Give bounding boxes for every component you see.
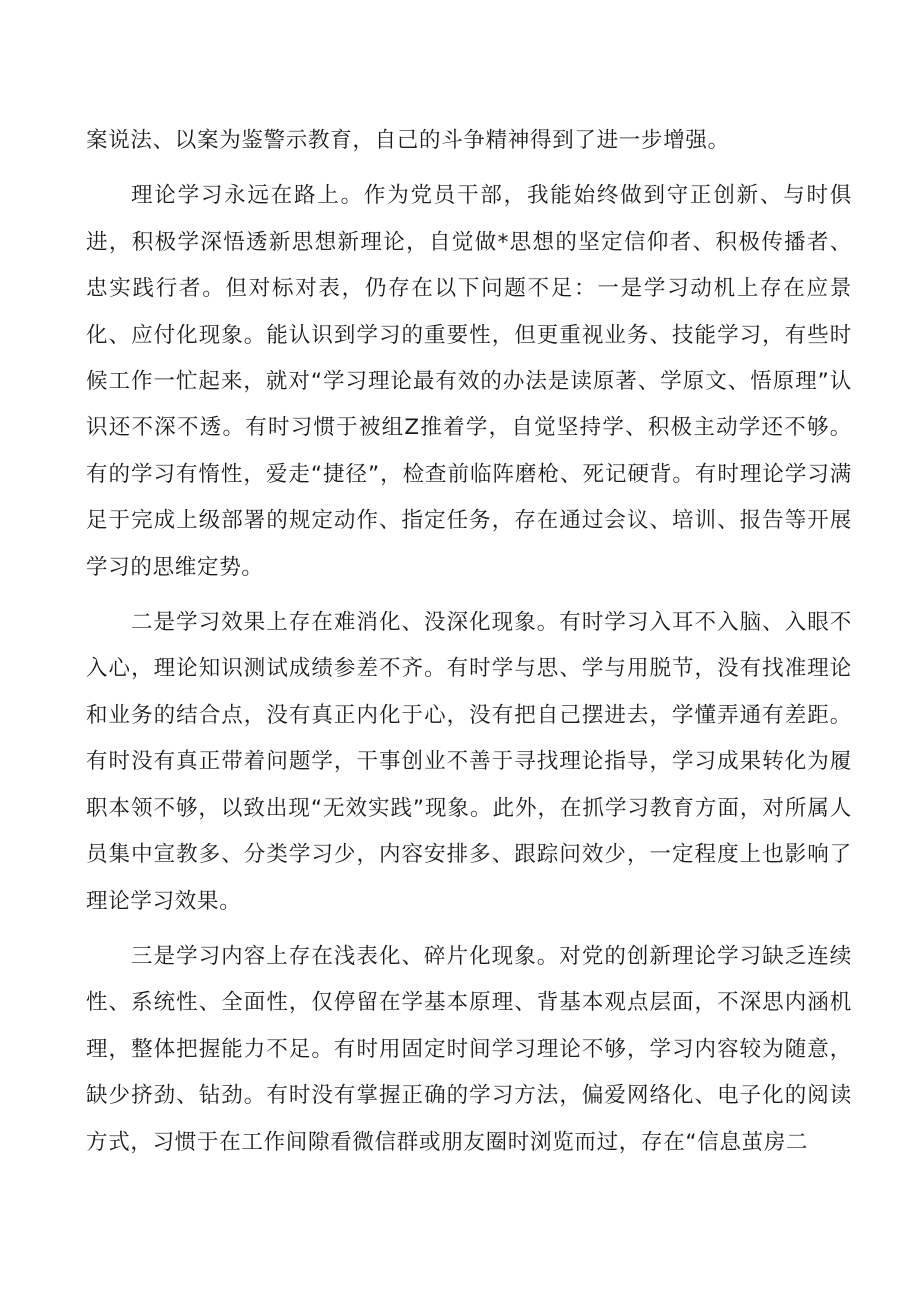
document-body bbox=[86, 118, 852, 1166]
paragraph-study-effect: 二是学习效果上存在难消化、没深化现象。有时学习入耳不入脑、入眼不入心，理论知识测试成绩参差不齐。有时学与思、学与用脱节，没有找准理论和业务的结合点，没有真正内化于心，没有把自己摆进去，学懂弄通有差距。有时没有真正带着问题学，干事创业不善于寻找理论指导，学习成果转化为履职本领不够，以致出现“无效实践”现象。此外，在抓学习教育方面，对所属人员集中宣教多、分类学习少，内容安排多、跟踪问效少，一定程度上也影响了理论学习效果。 bbox=[86, 610, 852, 914]
paragraph-study-content: 三是学习内容上存在浅表化、碎片化现象。对党的创新理论学习缺乏连续性、系统性、全面性，仅停留在学基本原理、背基本观点层面，不深思内涵机理，整体把握能力不足。有时用固定时间学习理论不够，学习内容较为随意，缺少挤劲、钻劲。有时没有掌握正确的学习方法，偏爱网络化、电子化的阅读方式，习惯于在工作间隙看微信群或朋友圈时浏览而过，存在“信息茧房二 bbox=[86, 943, 852, 1155]
paragraph-continuation: 案说法、以案为鉴警示教育，自己的斗争精神得到了进一步增强。 bbox=[86, 128, 730, 153]
paragraph-theory-study: 理论学习永远在路上。作为党员干部，我能始终做到守正创新、与时俱进，积极学深悟透新思想新理论，自觉做*思想的坚定信仰者、积极传播者、忠实践行者。但对标对表，仍存在以下问题不足：一是学习动机上存在应景化、应付化现象。能认识到学习的重要性，但更重视业务、技能学习，有些时候工作一忙起来，就对“学习理论最有效的办法是读原著、学原文、悟原理”认识还不深不透。有时习惯于被组Z推着学，自觉坚持学、积极主动学还不够。有的学习有惰性，爱走“捷径”，检查前临阵磨枪、死记硬背。有时理论学习满足于完成上级部署的规定动作、指定任务，存在通过会议、培训、报告等开展学习的思维定势。 bbox=[86, 183, 852, 580]
